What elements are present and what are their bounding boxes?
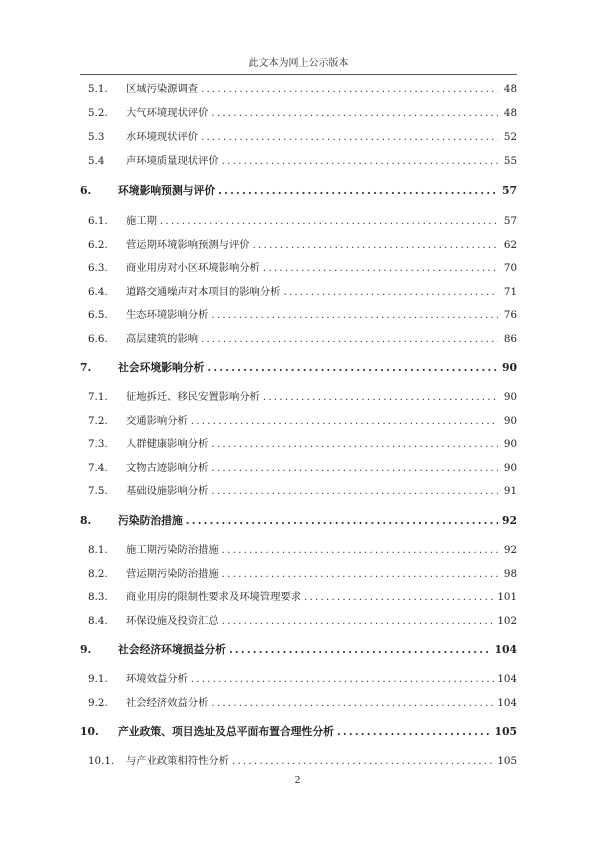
toc-dot-leader [211,459,498,477]
toc-dot-leader [304,588,494,606]
toc-entry-page: 104 [494,643,517,656]
toc-entry-number: 6.3. [88,262,108,274]
toc-dot-leader [186,512,498,530]
toc-entry-number: 5.4 [88,155,105,167]
toc-entry-page: 90 [503,438,517,450]
toc-chapter-entry[interactable] [80,723,517,741]
toc-chapter-entry[interactable] [80,641,517,659]
toc-chapter-entry[interactable] [80,182,517,200]
toc-dot-leader [211,482,498,500]
toc-entry-number: 8.2. [88,568,108,580]
toc-section-entry[interactable] [88,259,517,277]
toc-dot-leader [211,694,494,712]
toc-entry-number: 5.1. [88,83,108,95]
toc-entry-title: 营运期污染防治措施 [126,568,219,580]
toc-entry-page: 48 [503,107,517,119]
toc-chapter-entry[interactable] [80,359,517,377]
toc-dot-leader [191,670,495,688]
header-text: 此文本为网上公示版本 [248,58,349,69]
toc-entry-number: 8.1. [88,544,108,556]
toc-entry-number: 9. [80,643,92,656]
toc-entry-page: 105 [497,755,517,767]
toc-entry-page: 70 [503,262,517,274]
toc-section-entry[interactable] [88,152,517,170]
toc-entry-page: 57 [503,215,517,227]
toc-entry-number: 6.4. [88,286,108,298]
toc-entry-title: 社会环境影响分析 [118,361,205,374]
toc-entry-title: 施工期污染防治措施 [126,544,219,556]
toc-entry-title: 交通影响分析 [126,415,188,427]
toc-dot-leader [211,104,498,122]
toc-dot-leader [211,435,498,453]
toc-entry-page: 86 [503,333,517,345]
toc-entry-number: 7.5. [88,485,108,497]
toc-entry-page: 90 [501,361,517,374]
toc-section-entry[interactable] [88,752,517,770]
toc-dot-leader [160,212,498,230]
toc-entry-title: 营运期环境影响预测与评价 [126,239,250,251]
toc-entry-page: 104 [497,673,517,685]
page-number: 2 [294,774,301,786]
toc-section-entry[interactable] [88,212,517,230]
toc-dot-leader [222,565,498,583]
toc-entry-page: 105 [494,725,517,738]
toc-section-entry[interactable] [88,459,517,477]
toc-entry-page: 98 [503,568,517,580]
toc-section-entry[interactable] [88,128,517,146]
toc-dot-leader [207,359,498,377]
toc-entry-page: 92 [503,544,517,556]
toc-entry-title: 商业用房的限制性要求及环境管理要求 [126,591,302,603]
toc-section-entry[interactable] [88,80,517,98]
toc-entry-title: 人群健康影响分析 [126,438,209,450]
toc-entry-page: 104 [497,697,517,709]
page-header [80,54,517,74]
toc-entry-number: 8. [80,514,92,527]
toc-entry-title: 声环境质量现状评价 [126,155,219,167]
toc-entry-number: 8.3. [88,591,108,603]
toc-entry-page: 57 [501,184,517,197]
toc-entry-title: 商业用房对小区环境影响分析 [126,262,260,274]
toc-entry-page: 90 [503,415,517,427]
toc-entry-number: 5.2. [88,107,108,119]
toc-dot-leader [229,641,491,659]
toc-entry-number: 7. [80,361,92,374]
toc-section-entry[interactable] [88,306,517,324]
toc-entry-page: 102 [497,615,517,627]
toc-entry-page: 92 [501,514,517,527]
toc-section-entry[interactable] [88,694,517,712]
toc-section-entry[interactable] [88,283,517,301]
toc-entry-page: 62 [503,239,517,251]
toc-dot-leader [201,128,498,146]
toc-section-entry[interactable] [88,236,517,254]
toc-entry-page: 76 [503,309,517,321]
toc-entry-title: 大气环境现状评价 [126,107,209,119]
toc-entry-number: 6.1. [88,215,108,227]
toc-chapter-entry[interactable] [80,512,517,530]
toc-entry-title: 社会经济环境损益分析 [118,643,226,656]
toc-entry-number: 7.2. [88,415,108,427]
toc-entry-title: 文物古迹影响分析 [126,462,209,474]
toc-entry-number: 10. [80,725,99,738]
toc-section-entry[interactable] [88,612,517,630]
toc-dot-leader [222,152,498,170]
toc-section-entry[interactable] [88,104,517,122]
toc-entry-title: 污染防治措施 [118,514,183,527]
toc-entry-title: 社会经济效益分析 [126,697,209,709]
toc-section-entry[interactable] [88,565,517,583]
page-footer [0,774,595,786]
toc-entry-number: 7.4. [88,462,108,474]
toc-entry-title: 征地拆迁、移民安置影响分析 [126,391,260,403]
toc-dot-leader [218,182,498,200]
toc-section-entry[interactable] [88,435,517,453]
toc-entry-number: 8.4. [88,615,108,627]
toc-entry-title: 环境影响预测与评价 [118,184,216,197]
toc-entry-page: 90 [503,462,517,474]
toc-entry-number: 7.1. [88,391,108,403]
toc-entry-title: 水环境现状评价 [126,131,199,143]
toc-entry-title: 与产业政策相符性分析 [126,755,229,767]
toc-section-entry[interactable] [88,670,517,688]
header-rule [80,74,517,75]
toc-entry-number: 6.5. [88,309,108,321]
toc-dot-leader [201,80,498,98]
toc-dot-leader [232,752,494,770]
toc-entry-title: 道路交通噪声对本项目的影响分析 [126,286,281,298]
toc-entry-title: 环保设施及投资汇总 [126,615,219,627]
toc-entry-page: 101 [497,591,517,603]
toc-entry-number: 7.3. [88,438,108,450]
toc-section-entry[interactable] [88,330,517,348]
toc-entry-number: 6.2. [88,239,108,251]
toc-dot-leader [201,330,498,348]
toc-entry-page: 52 [503,131,517,143]
toc-entry-title: 产业政策、项目选址及总平面布置合理性分析 [118,725,334,738]
toc-section-entry[interactable] [88,541,517,559]
toc-section-entry[interactable] [88,388,517,406]
toc-entry-page: 91 [503,485,517,497]
toc-section-entry[interactable] [88,482,517,500]
toc-entry-title: 基础设施影响分析 [126,485,209,497]
toc-section-entry[interactable] [88,412,517,430]
toc-dot-leader [222,612,495,630]
toc-entry-page: 55 [503,155,517,167]
toc-dot-leader [337,723,492,741]
toc-dot-leader [222,541,498,559]
toc-entry-number: 5.3 [88,131,105,143]
toc-entry-number: 9.2. [88,697,108,709]
toc-entry-number: 10.1. [88,755,115,767]
toc-entry-number: 6. [80,184,92,197]
toc-dot-leader [211,306,498,324]
toc-section-entry[interactable] [88,588,517,606]
toc-entry-number: 6.6. [88,333,108,345]
toc-entry-title: 生态环境影响分析 [126,309,209,321]
toc-entry-number: 9.1. [88,673,108,685]
toc-dot-leader [253,236,498,254]
toc-entry-page: 90 [503,391,517,403]
toc-dot-leader [263,259,498,277]
toc-entry-page: 71 [503,286,517,298]
toc-entry-title: 施工期 [126,215,157,227]
toc-dot-leader [263,388,498,406]
toc-entry-title: 高层建筑的影响 [126,333,199,345]
toc-entry-page: 48 [503,83,517,95]
toc-entry-title: 环境效益分析 [126,673,188,685]
toc-dot-leader [283,283,498,301]
toc-dot-leader [191,412,498,430]
toc-entry-title: 区域污染源调查 [126,83,199,95]
